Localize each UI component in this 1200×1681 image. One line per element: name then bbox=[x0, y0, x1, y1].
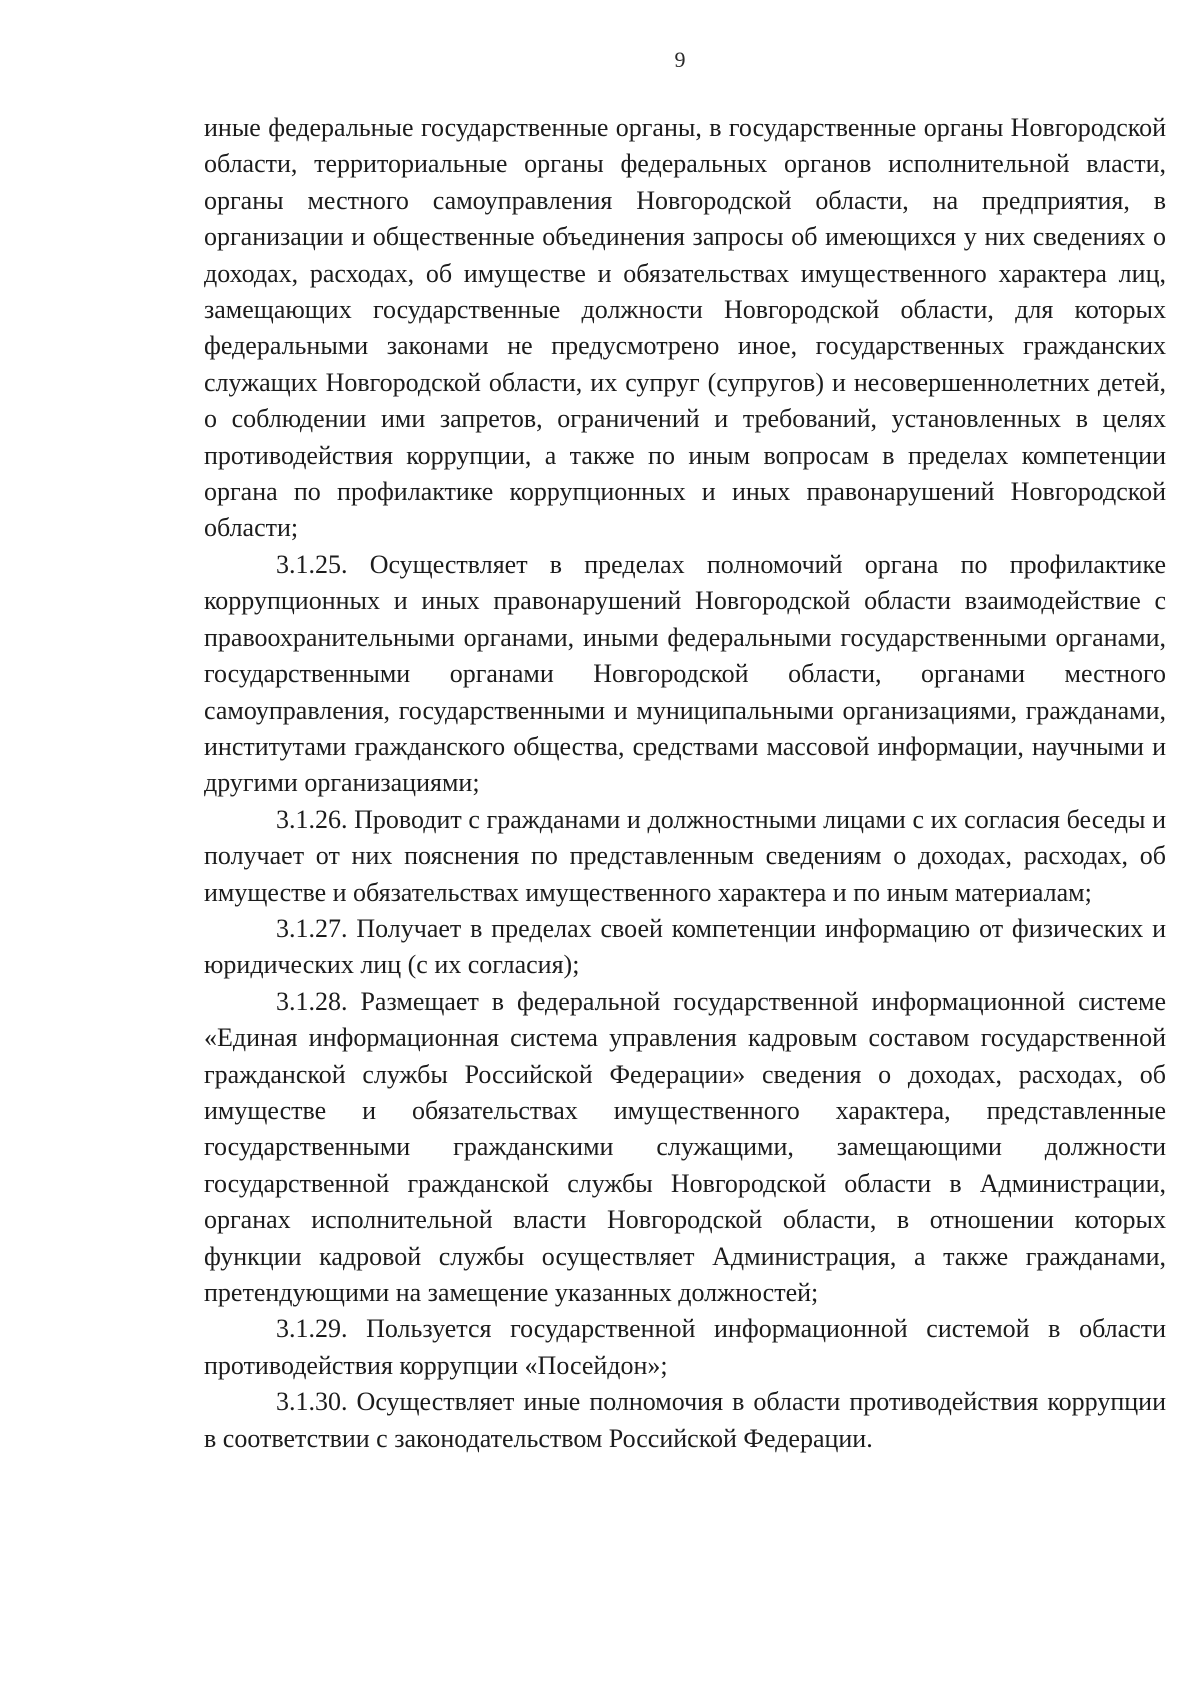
paragraph-3-1-26: 3.1.26. Проводит с гражданами и должностными лицами с их согласия беседы и получает от них пояснения по представленным сведениям о доходах, расходах, об имуществе и обязательствах имущественного характера и по иным материалам; bbox=[204, 804, 1166, 907]
paragraph-3-1-29: 3.1.29. Пользуется государственной информационной системой в области противодействия коррупции «Посейдон»; bbox=[204, 1314, 1166, 1380]
paragraph-3-1-27: 3.1.27. Получает в пределах своей компетенции информацию от физических и юридических лиц (с их согласия); bbox=[204, 913, 1166, 980]
page-number: 9 bbox=[674, 47, 686, 72]
paragraph-3-1-30: 3.1.30. Осуществляет иные полномочия в области противодействия коррупции в соответствии с законодательством Российской Федерации. bbox=[204, 1387, 1166, 1453]
paragraph-3-1-28: 3.1.28. Размещает в федеральной государственной информационной системе «Единая информационная система управления кадровым составом государственной гражданской службы Российской Федерации» сведения о доходах, расходах, об имуществе и обязательствах имущественного характера, представленные государственными гражданскими служащими, замещающими должности государственной гражданской службы Новгородской области в Администрации, органах исполнительной власти Новгородской области, в отношении которых функции кадровой службы осуществляет Администрация, а также гражданами, претендующими на замещение указанных должностей; bbox=[204, 986, 1166, 1307]
paragraph-continuation: иные федеральные государственные органы, в государственные органы Новгородской области, территориальные органы федеральных органов исполнительной власти, органы местного самоуправления Новгородской области, на предприятия, в организации и общественные объединения запросы об имеющихся у них сведениях о доходах, расходах, об имуществе и обязательствах имущественного характера лиц, замещающих государственные должности Новгородской области, для которых федеральными законами не предусмотрено иное, государственных гражданских служащих Новгородской области, их супруг (супругов) и несовершеннолетних детей, о соблюдении ими запретов, ограничений и требований, установленных в целях противодействия коррупции, а также по иным вопросам в пределах компетенции органа по профилактике коррупционных и иных правонарушений Новгородской области; bbox=[204, 113, 1166, 543]
document-body bbox=[204, 110, 1166, 1457]
paragraph-3-1-25: 3.1.25. Осуществляет в пределах полномочий органа по профилактике коррупционных и иных правонарушений Новгородской области взаимодействие с правоохранительными органами, иными федеральными государственными органами, государственными органами Новгородской области, органами местного самоуправления, государственными и муниципальными организациями, гражданами, институтами гражданского общества, средствами массовой информации, научными и другими организациями; bbox=[204, 549, 1166, 798]
